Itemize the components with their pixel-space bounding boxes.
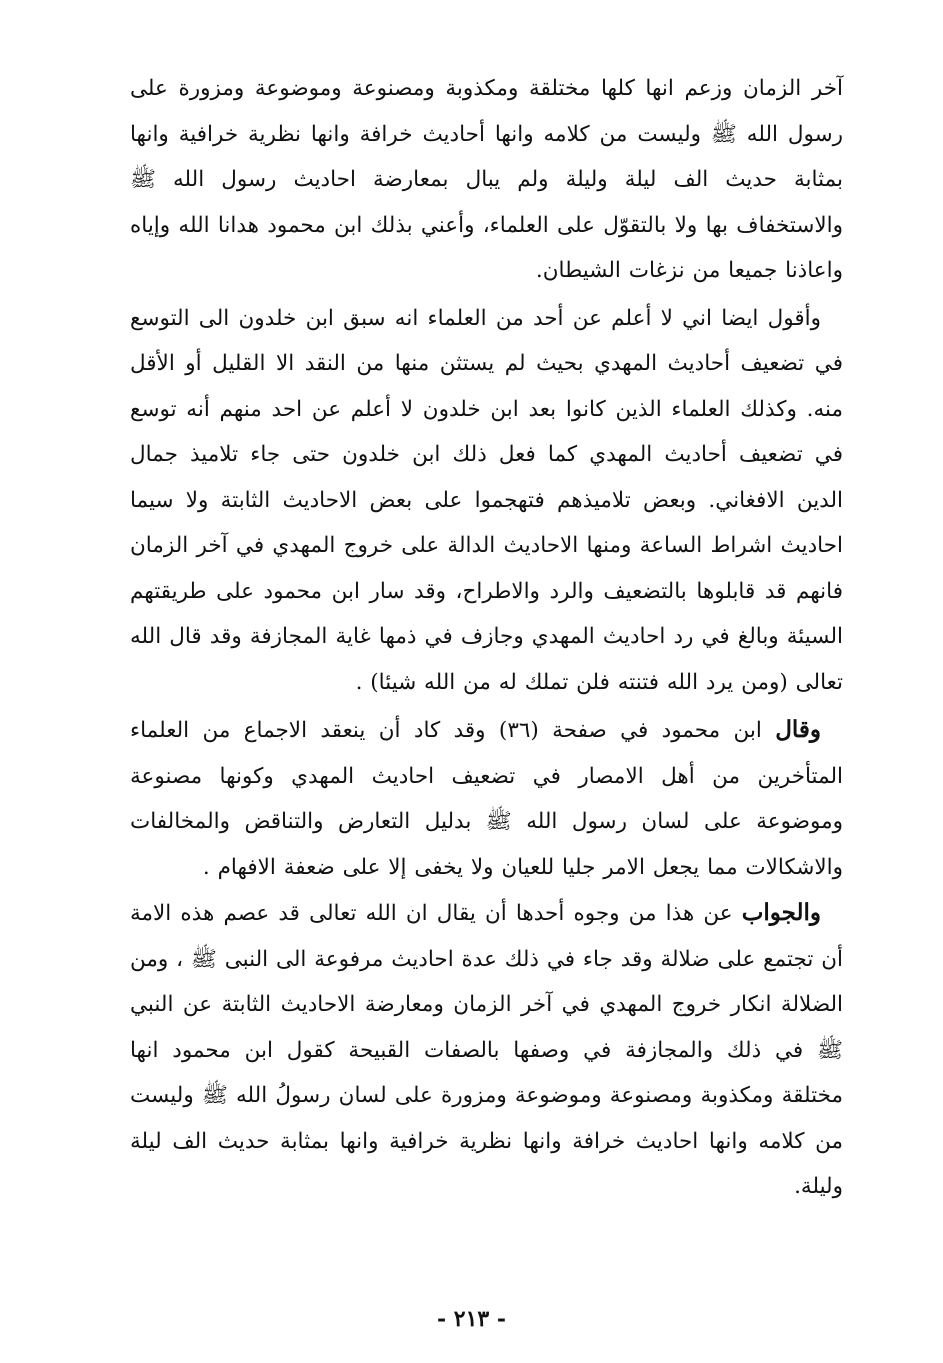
paragraph-4-lead: والجواب (741, 899, 821, 926)
paragraph-3-text: ابن محمود في صفحة (٣٦) وقد كاد أن ينعقد الاجماع من العلماء المتأخرين من أهل الامصار في تضعيف احاديث المهدي وكونها مصنوعة وموضوعة على لسان رسول الله ﷺ بدليل التعارض والتناقض والمخالفات والاشكالات مما يجعل الامر جليا للعيان ولا يخفى إلا على ضعفة الافهام . (130, 718, 843, 880)
page-body (130, 66, 843, 1266)
paragraph-3 (130, 707, 843, 890)
page-number: - ٢١٣ - (436, 1306, 507, 1332)
paragraph-3-lead: وقال (775, 716, 822, 743)
paragraph-4 (130, 890, 843, 1210)
paragraph-4-text: عن هذا من وجوه أحدها أن يقال ان الله تعالى قد عصم هذه الامة أن تجتمع على ضلالة وقد جاء في ذلك عدة احاديث مرفوعة الى النبى ﷺ ، ومن الضلالة انكار خروج المهدي في آخر الزمان ومعارضة الاحاديث الثابتة عن النبي ﷺ في ذلك والمجازفة في وصفها بالصفات القبيحة كقول ابن محمود انها مختلقة ومكذوبة ومصنوعة وموضوعة ومزورة على لسان رسولُ الله ﷺ وليست من كلامه وانها احاديث خرافة وانها نظرية خرافية وانها بمثابة حديث الف ليلة وليلة. (130, 901, 843, 1199)
paragraph-1-text: آخر الزمان وزعم انها كلها مختلقة ومكذوبة ومصنوعة وموضوعة ومزورة على رسول الله ﷺ وليست من كلامه وانها أحاديث خرافة وانها نظرية خرافية وانها بمثابة حديث الف ليلة وليلة ولم يبال بمعارضة احاديث رسول الله ﷺ والاستخفاف بها ولا بالتقوّل على العلماء، وأعني بذلك ابن محمود هدانا الله وإياه واعاذنا جميعا من نزغات الشيطان. (130, 76, 843, 283)
paragraph-2 (130, 296, 843, 706)
paragraph-2-text: وأقول ايضا اني لا أعلم عن أحد من العلماء انه سبق ابن خلدون الى التوسع في تضعيف أحاديث المهدي بحيث لم يستثن منها من النقد الا القليل أو الأقل منه. وكذلك العلماء الذين كانوا بعد ابن خلدون لا أعلم عن احد منهم أنه توسع في تضعيف أحاديث المهدي كما فعل ذلك ابن خلدون حتى جاء تلاميذ جمال الدين الافغاني. وبعض تلاميذهم فتهجموا على بعض الاحاديث الثابتة ولا سيما احاديث اشراط الساعة ومنها الاحاديث الدالة على خروج المهدي في آخر الزمان فانهم قد قابلوها بالتضعيف والرد والاطراح، وقد سار ابن محمود على طريقتهم السيئة وبالغ في رد احاديث المهدي وجازف في ذمها غاية المجازفة وقد قال الله تعالى (ومن يرد الله فتنته فلن تملك له من الله شيئا) . (130, 305, 843, 695)
paragraph-1 (130, 66, 843, 294)
